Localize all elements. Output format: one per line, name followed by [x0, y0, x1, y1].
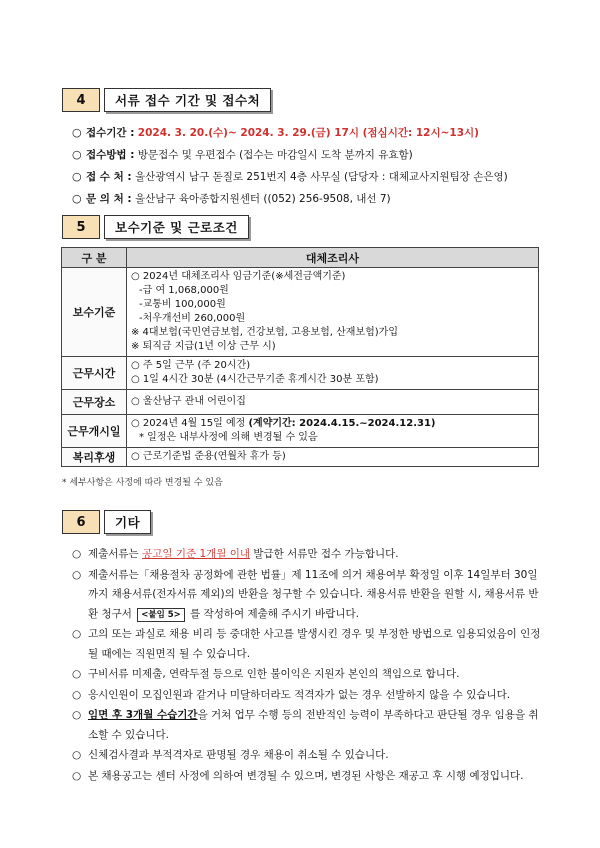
list-item-text: 응시인원이 모집인원과 같거나 미달하더라도 적격자가 없는 경우 선발하지 않을 수 있습니다.: [88, 688, 511, 701]
table-header-position: 대체조리사: [127, 248, 539, 268]
list-item: [72, 625, 544, 664]
pay-line: ○ 2024년 대체조리사 임금기준(※세전금액기준): [131, 271, 346, 282]
pay-conditions-table: [61, 247, 539, 467]
hours-line: ○ 1일 4시간 30분 (4시간근무기준 휴게시간 30분 포함): [131, 374, 379, 385]
probation-text: 임면 후 3개월 수습기간: [88, 709, 198, 721]
text-part: 를 작성하여 제출해 주시기 바랍니다.: [186, 607, 359, 620]
location-details: [127, 390, 539, 415]
table-row: [62, 390, 539, 415]
section-6-header: [62, 510, 151, 534]
place-value: 울산광역시 남구 돋질로 251번지 4층 사무실 (담당자 : 대체교사지원팀장 손은영): [134, 170, 508, 183]
place-label: 접 수 처 :: [86, 170, 132, 183]
list-item: [72, 746, 544, 766]
pay-details: [127, 268, 539, 357]
welfare-details: [127, 448, 539, 467]
table-row: [62, 357, 539, 390]
highlight-text: 공고일 기준 1개월 이내: [142, 548, 251, 560]
hours-line: ○ 주 5일 근무 (주 20시간): [131, 360, 251, 371]
row-label-location: 근무장소: [62, 390, 127, 415]
attachment-form-label: <붙임 5>: [137, 608, 185, 622]
welfare-line: ○ 근로기준법 준용(연월차 휴가 등): [131, 451, 286, 462]
section-number: 4: [62, 88, 100, 112]
text-part: 발급한 서류만 접수 가능합니다.: [250, 548, 399, 560]
row-label-welfare: 복리후생: [62, 448, 127, 467]
list-item-text: [88, 706, 544, 745]
location-line: ○ 울산남구 관내 어린이집: [131, 396, 246, 407]
bullet-circle-icon: ○: [72, 628, 82, 640]
list-item-text: 신체검사결과 부적격자로 판명될 경우 채용이 취소될 수 있습니다.: [88, 749, 389, 761]
table-header-row: [62, 248, 539, 268]
period-label: 접수기간 :: [86, 126, 135, 139]
pay-line: -교통비 100,000원: [139, 299, 226, 310]
bullet-circle-icon: ○: [72, 769, 82, 782]
table-header-category: 구 분: [62, 248, 127, 268]
list-item-text: 구비서류 미제출, 연락두절 등으로 인한 불이익은 지원자 본인의 책임으로 합니다.: [88, 668, 460, 680]
period-value: 2024. 3. 20.(수)~ 2024. 3. 29.(금) 17시 (점심시간: 12시~13시): [137, 126, 479, 139]
pay-line: -처우개선비 260,000원: [139, 313, 246, 324]
contract-period: (계약기간: 2024.4.15.~2024.12.31): [248, 418, 436, 429]
start-line: [127, 417, 538, 431]
bullet-circle-icon: ○: [72, 749, 82, 761]
pay-line: ※ 4대보험(국민연금보험, 건강보험, 고용보험, 산재보험)가입: [131, 327, 398, 338]
section-4-header: [62, 88, 271, 112]
row-label-pay: 보수기준: [62, 268, 127, 357]
bullet-circle-icon: ○: [72, 688, 82, 701]
application-method-row: [72, 143, 542, 165]
bullet-circle-icon: ○: [72, 548, 82, 560]
list-item-text: [88, 545, 544, 565]
row-label-hours: 근무시간: [62, 357, 127, 390]
list-item: [72, 566, 544, 625]
contact-value: 울산남구 육아종합지원센터 ((052) 256-9508, 내선 7): [134, 192, 391, 205]
application-info-list: [72, 121, 542, 209]
text-part: 을 거쳐 업무 수행 등의 전반적인 능력이 부족하다고 판단될 경우 임용을 취소할 수 있습니다.: [88, 709, 539, 741]
bullet-circle-icon: ○: [72, 191, 82, 205]
text-part: 제출서류는「채용절차 공정화에 관한 법률」제 11조에 의거 채용여부 확정일 이후 14일부터 30일까지 채용서류(전자서류 제외)의 반환을 청구할 수 있습니다. 채용서류 반환을 원할 시, 채용서류 반환 청구서: [88, 568, 539, 620]
section-title: 서류 접수 기간 및 접수처: [104, 88, 271, 112]
section-title: 보수기준 및 근로조건: [104, 215, 249, 239]
bullet-circle-icon: ○: [72, 709, 82, 721]
pay-line: -급 여 1,068,000원: [139, 285, 229, 296]
application-period-row: [72, 121, 542, 143]
text-part: 제출서류는: [88, 548, 143, 560]
section-number: 5: [62, 215, 100, 239]
bullet-circle-icon: ○: [72, 668, 82, 680]
list-item: [72, 686, 544, 706]
list-item-text: [88, 566, 544, 625]
application-contact-row: [72, 187, 542, 209]
method-value: 방문접수 및 우편접수 (접수는 마감일시 도착 분까지 유효함): [137, 148, 413, 161]
bullet-circle-icon: ○: [72, 169, 82, 183]
bullet-circle-icon: ○: [72, 147, 82, 161]
etc-notice-list: [72, 545, 544, 787]
list-item: [72, 665, 544, 685]
table-row: [62, 268, 539, 357]
list-item: [72, 767, 544, 787]
application-place-row: [72, 165, 542, 187]
table-row: [62, 415, 539, 448]
section-number: 6: [62, 510, 100, 534]
start-note: * 일정은 내부사정에 의해 변경될 수 있음: [139, 432, 318, 443]
table-row: [62, 448, 539, 467]
list-item-text: 고의 또는 과실로 채용 비리 등 중대한 사고를 발생시킨 경우 및 부정한 방법으로 임용되었음이 인정될 때에는 직원면직 될 수 있습니다.: [88, 628, 541, 660]
section-5-header: [62, 215, 249, 239]
start-details: [127, 415, 539, 448]
pay-line: ※ 퇴직금 지급(1년 이상 근무 시): [131, 341, 276, 352]
list-item: [72, 706, 544, 745]
list-item-text: 본 채용공고는 센터 사정에 의하여 변경될 수 있으며, 변경된 사항은 재공고 후 시행 예정입니다.: [88, 769, 524, 782]
row-label-start: 근무개시일: [62, 415, 127, 448]
section-title: 기타: [104, 510, 151, 534]
contact-label: 문 의 처 :: [86, 192, 132, 205]
method-label: 접수방법 :: [86, 148, 135, 161]
bullet-circle-icon: ○: [72, 568, 82, 581]
footnote: * 세부사항은 사정에 따라 변경될 수 있음: [62, 478, 223, 488]
list-item: [72, 545, 544, 565]
hours-details: [127, 357, 539, 390]
bullet-circle-icon: ○: [72, 125, 82, 139]
start-date: ○ 2024년 4월 15일 예정: [131, 418, 249, 429]
